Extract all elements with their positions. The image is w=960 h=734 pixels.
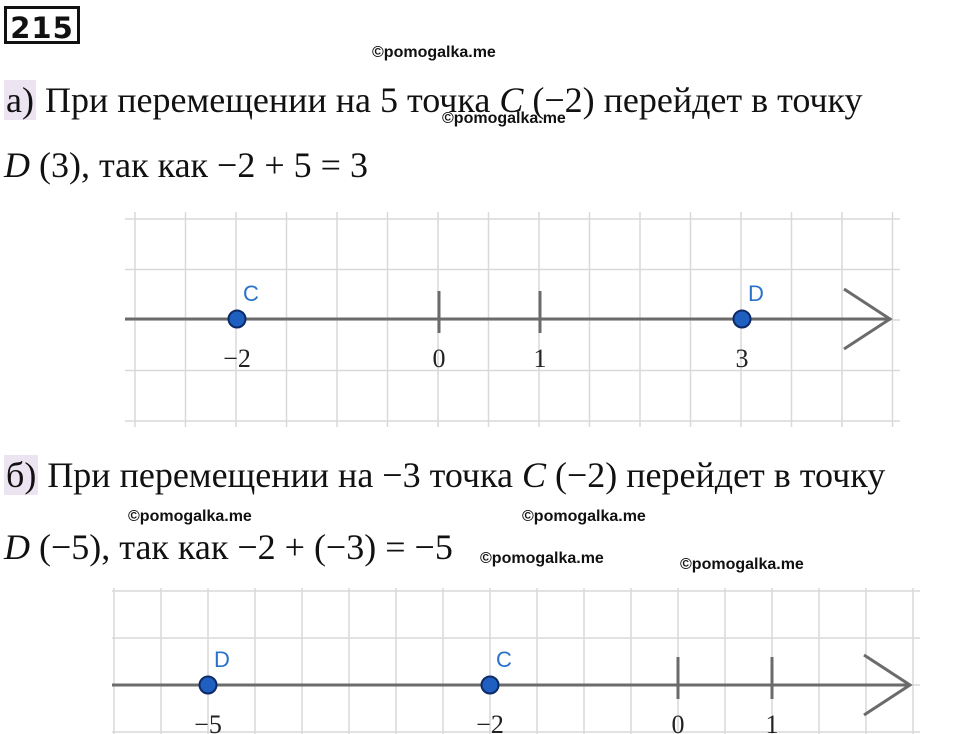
part-b-line-2 <box>4 527 453 567</box>
tick-label: 3 <box>735 344 749 373</box>
problem-number: 215 <box>4 6 80 44</box>
number-line-b <box>112 588 920 734</box>
part-a-line-2 <box>4 145 368 185</box>
part-b-text-2: (−2) перейдет в точку <box>545 455 886 495</box>
tick-label: 0 <box>671 710 685 734</box>
point-marker <box>734 311 751 328</box>
point-c-var: C <box>521 455 546 495</box>
part-a-text-2: (−2) перейдет в точку <box>523 80 863 120</box>
tick-label: 1 <box>765 710 779 734</box>
point-label: C <box>496 647 512 672</box>
tick-label: 1 <box>533 344 547 373</box>
watermark: ©pomogalka.me <box>480 550 604 567</box>
part-a-text-3: (3), так как −2 + 5 = 3 <box>30 145 368 185</box>
part-a-line-1 <box>4 80 863 120</box>
point-label: D <box>748 281 764 306</box>
point-label: C <box>243 281 259 306</box>
tick-label: −2 <box>223 344 251 373</box>
point-c-var: C <box>499 80 524 120</box>
point-d-var: D <box>4 527 30 567</box>
point-d-var: D <box>4 145 30 185</box>
tick-label: −2 <box>476 710 504 734</box>
part-b-text-3: (−5), так как −2 + (−3) = −5 <box>30 527 453 567</box>
watermark: ©pomogalka.me <box>372 44 496 61</box>
watermark: ©pomogalka.me <box>442 110 566 127</box>
point-marker <box>482 677 499 694</box>
watermark: ©pomogalka.me <box>680 556 804 573</box>
point-marker <box>229 311 246 328</box>
part-a-text-1: При перемещении на 5 точка <box>35 80 500 120</box>
part-b-line-1 <box>4 455 885 495</box>
point-label: D <box>214 647 230 672</box>
watermark: ©pomogalka.me <box>128 508 252 525</box>
point-marker <box>200 677 217 694</box>
tick-label: 0 <box>432 344 446 373</box>
part-b-letter: б) <box>6 455 37 495</box>
part-b-text-1: При перемещении на −3 точка <box>38 455 522 495</box>
part-a-letter: а) <box>6 80 34 120</box>
number-line-a <box>125 212 900 427</box>
tick-label: −5 <box>194 710 222 734</box>
grid <box>112 588 920 734</box>
watermark: ©pomogalka.me <box>522 508 646 525</box>
